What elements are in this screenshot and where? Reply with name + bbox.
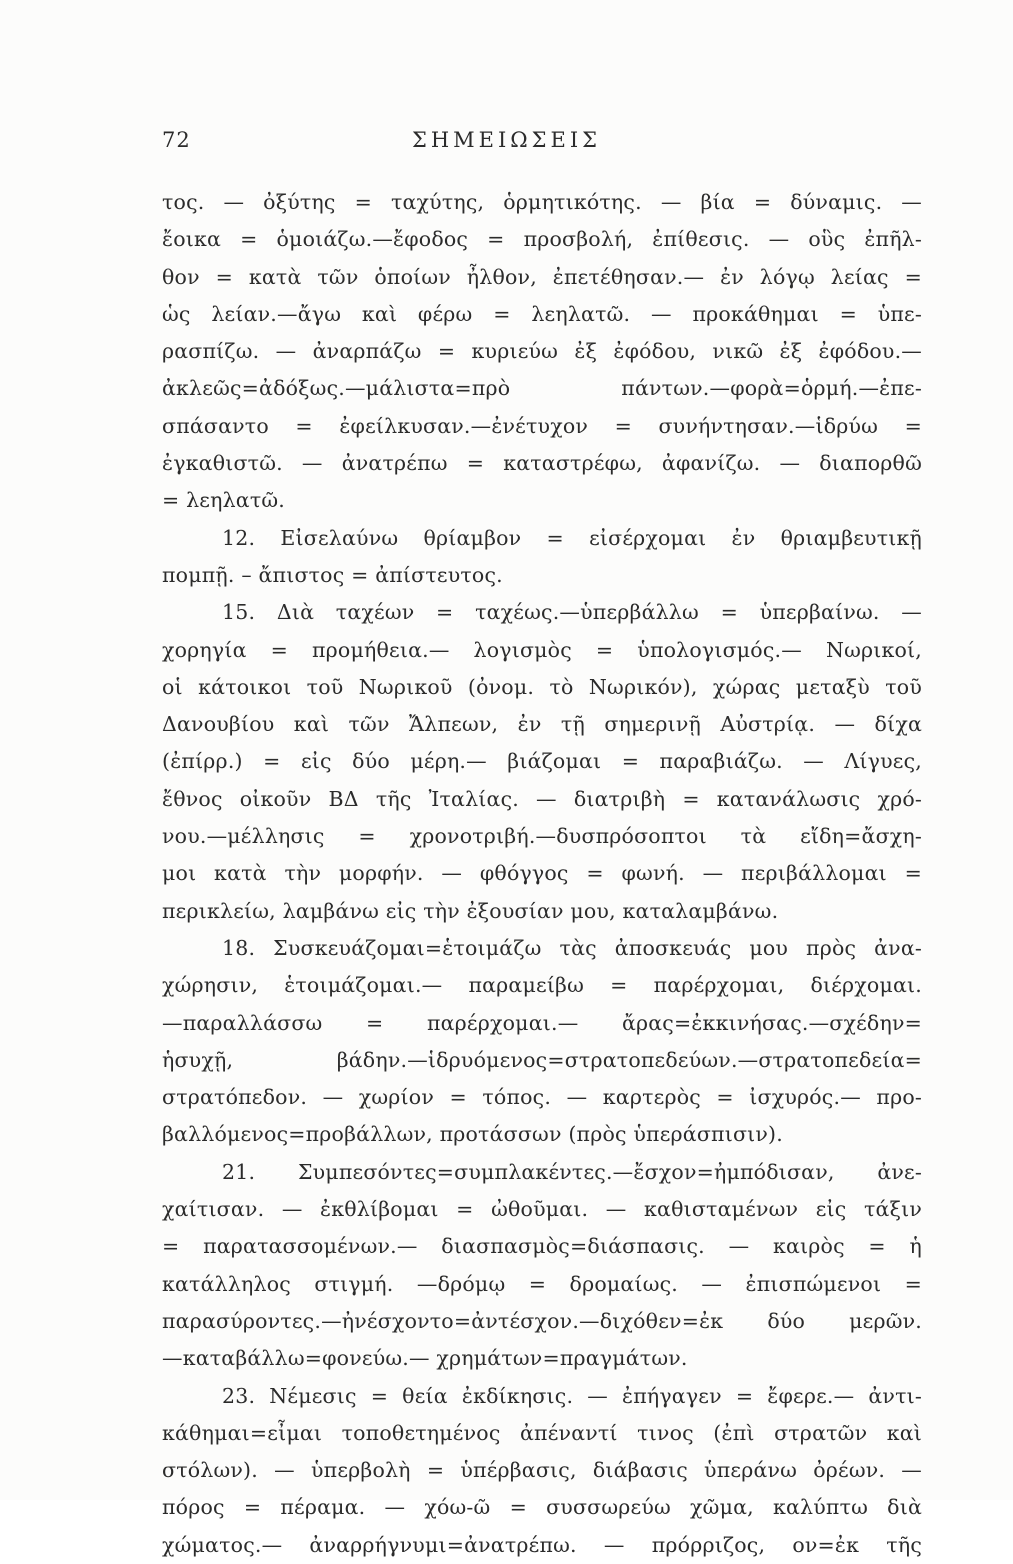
text-line: 18. Συσκευάζομαι=ἑτοιμάζω τὰς ἀποσκευάς μου πρὸς ἀνα-: [222, 935, 922, 960]
text-line: μοι κατὰ τὴν μορφήν. — φθόγγος = φωνή. — περιβάλλομαι =: [162, 861, 922, 886]
notes-body: [162, 184, 922, 1564]
text-line: ἐγκαθιστῶ. — ἀνατρέπω = καταστρέφω, ἀφανίζω. — διαπορθῶ: [162, 451, 922, 476]
text-line: 12. Εἰσελαύνω θρίαμβον = εἰσέρχομαι ἐν θριαμβευτικῇ: [222, 525, 922, 550]
text-line: οἱ κάτοικοι τοῦ Νωρικοῦ (ὀνομ. τὸ Νωρικόν), χώρας μεταξὺ τοῦ: [162, 674, 922, 699]
text-line: βαλλόμενος=προβάλλων, προτάσσων (πρὸς ὑπεράσπισιν).: [162, 1122, 783, 1147]
text-line: = παρατασσομένων.— διασπασμὸς=διάσπασις. — καιρὸς = ἡ: [162, 1234, 922, 1259]
text-line: ἔθνος οἰκοῦν ΒΔ τῆς Ἰταλίας. — διατριβὴ = κατανάλωσις χρό-: [162, 786, 922, 811]
text-line: περικλείω, λαμβάνω εἰς τὴν ἐξουσίαν μου, καταλαμβάνω.: [162, 898, 779, 923]
text-line: θον = κατὰ τῶν ὁποίων ἦλθον, ἐπετέθησαν.— ἐν λόγῳ λείας =: [162, 264, 922, 289]
text-line: κάθημαι=εἶμαι τοποθετημένος ἀπέναντί τινος (ἐπὶ στρατῶν καὶ: [162, 1420, 922, 1445]
text-line: ἀκλεῶς=ἀδόξως.—μάλιστα=πρὸ πάντων.—φορὰ=ὁρμή.—ἐπε-: [162, 376, 922, 401]
text-line: στόλων). — ὑπερβολὴ = ὑπέρβασις, διάβασις ὑπεράνω ὀρέων. —: [162, 1458, 922, 1483]
text-line: 15. Διὰ ταχέων = ταχέως.—ὑπερβάλλω = ὑπερβαίνω. —: [222, 600, 922, 625]
text-line: 23. Νέμεσις = θεία ἐκδίκησις. — ἐπήγαγεν = ἔφερε.— ἀντι-: [222, 1383, 922, 1408]
text-line: Δανουβίου καὶ τῶν Ἄλπεων, ἐν τῇ σημερινῇ Αὐστρίᾳ. — δίχα: [162, 712, 922, 737]
text-line: ρασπίζω. — ἀναρπάζω = κυριεύω ἐξ ἐφόδου, νικῶ ἐξ ἐφόδου.—: [162, 339, 922, 364]
text-line: ἡσυχῇ, βάδην.—ἱδρυόμενος=στρατοπεδεύων.—στρατοπεδεία=: [162, 1047, 922, 1072]
text-line: χώρησιν, ἑτοιμάζομαι.— παραμείβω = παρέρχομαι, διέρχομαι.: [162, 973, 922, 998]
text-line: ὡς λείαν.—ἄγω καὶ φέρω = λεηλατῶ. — προκάθημαι = ὑπε-: [162, 301, 922, 326]
text-line: —παραλλάσσω = παρέρχομαι.— ἄρας=ἐκκινήσας.—σχέδην=: [162, 1010, 922, 1035]
text-line: —καταβάλλω=φονεύω.— χρημάτων=πραγμάτων.: [162, 1346, 688, 1371]
text-line: κατάλληλος στιγμή. —δρόμῳ = δρομαίως. — ἐπισπώμενοι =: [162, 1271, 922, 1296]
text-line: (ἐπίρρ.) = εἰς δύο μέρη.— βιάζομαι = παραβιάζω. — Λίγυες,: [162, 749, 922, 774]
text-line: στρατόπεδον. — χωρίον = τόπος. — καρτερὸς = ἰσχυρός.— προ-: [162, 1085, 922, 1110]
text-line: πόρος = πέραμα. — χόω-ῶ = συσσωρεύω χῶμα, καλύπτω διὰ: [162, 1495, 922, 1520]
text-line: πομπῇ. – ἄπιστος = ἀπίστευτος.: [162, 562, 503, 587]
text-line: 21. Συμπεσόντες=συμπλακέντες.—ἔσχον=ἠμπόδισαν, ἀνε-: [222, 1159, 922, 1184]
text-line: σπάσαντο = ἐφείλκυσαν.—ἐνέτυχον = συνήντησαν.—ἱδρύω =: [162, 413, 922, 438]
text-line: χώματος.— ἀναρρήγνυμι=ἀνατρέπω. — πρόρριζος, ον=ἐκ τῆς: [162, 1532, 922, 1557]
page-number: 72: [162, 128, 191, 152]
text-line: παρασύροντες.—ἠνέσχοντο=ἀντέσχον.—διχόθεν=ἐκ δύο μερῶν.: [162, 1308, 922, 1333]
text-line: χαίτισαν. — ἐκθλίβομαι = ὠθοῦμαι. — καθισταμένων εἰς τάξιν: [162, 1197, 922, 1222]
running-title: ΣΗΜΕΙΩΣΕΙΣ: [411, 128, 602, 152]
page-header: [0, 128, 1013, 158]
text-line: = λεηλατῶ.: [162, 488, 285, 513]
text-line: τος. — ὀξύτης = ταχύτης, ὁρμητικότης. — βία = δύναμις. —: [162, 190, 922, 214]
text-line: νου.—μέλλησις = χρονοτριβή.—δυσπρόσοπτοι τὰ εἴδη=ἄσχη-: [162, 824, 922, 849]
text-line: ἔοικα = ὁμοιάζω.—ἔφοδος = προσβολή, ἐπίθεσις. — οὓς ἐπῆλ-: [162, 227, 922, 252]
text-line: χορηγία = προμήθεια.— λογισμὸς = ὑπολογισμός.— Νωρικοί,: [162, 637, 922, 662]
